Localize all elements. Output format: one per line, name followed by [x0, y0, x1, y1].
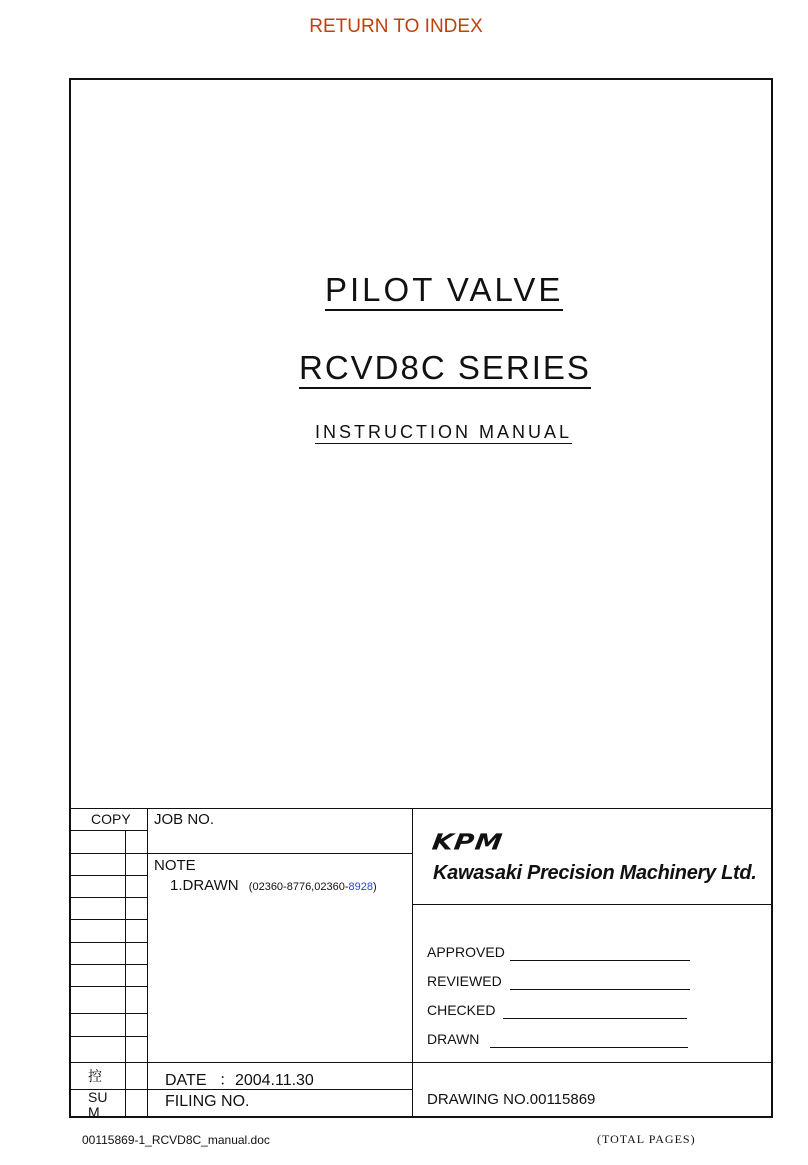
sum-label [88, 1090, 107, 1120]
note-refs-prefix: (02360-8776,02360- [248, 881, 349, 893]
document-type-title: INSTRUCTION MANUAL [315, 422, 573, 442]
note-refs [249, 881, 377, 893]
copy-column-divider [147, 808, 148, 1118]
footer-file-name: 00115869-1_RCVD8C_manual.doc [82, 1133, 270, 1147]
copy-row-line [70, 986, 148, 987]
note-item-label: 1.DRAWN [170, 877, 239, 894]
return-to-index-link[interactable]: RETURN TO INDEX [309, 16, 483, 37]
copy-row-line [70, 1036, 148, 1037]
date-label: DATE [165, 1072, 207, 1089]
note-item [170, 877, 377, 894]
document-frame [69, 78, 773, 1118]
copy-row-line [70, 1089, 148, 1090]
copy-row-line [70, 897, 148, 898]
kpm-logo: KPM [430, 830, 505, 856]
note-refs-highlight: 8928 [348, 881, 373, 893]
copy-label: COPY [91, 811, 131, 827]
checked-label: CHECKED [427, 1002, 496, 1018]
date-value: ：2004.11.30 [218, 1072, 314, 1089]
copy-row-line [70, 1013, 148, 1014]
copy-kanji-label: 控 [88, 1068, 102, 1084]
date-field [165, 1067, 314, 1090]
copy-row-line [70, 942, 148, 943]
sum-label-line1: SU [88, 1089, 108, 1105]
series-title: RCVD8C SERIES [299, 350, 591, 389]
drawing-no-bottom-line [412, 1117, 773, 1118]
footer-total-pages: (TOTAL PAGES) [597, 1132, 696, 1146]
copy-row-line [70, 875, 148, 876]
product-title: PILOT VALVE [325, 272, 563, 311]
sum-label-line2: M [88, 1104, 100, 1120]
job-no-row-line [147, 853, 413, 854]
date-row-line [147, 1062, 773, 1063]
company-name: Kawasaki Precision Machinery Ltd. [433, 862, 757, 884]
copy-row-line [70, 853, 148, 854]
checked-signature-line [503, 1018, 687, 1019]
copy-row-line [70, 919, 148, 920]
drawn-signature-line [490, 1047, 688, 1048]
drawn-label: DRAWN [427, 1031, 480, 1047]
copy-row-line [70, 964, 148, 965]
title-block-top-border [70, 808, 773, 809]
copy-row-line [70, 1062, 148, 1063]
note-label: NOTE [154, 857, 196, 874]
reviewed-label: REVIEWED [427, 973, 502, 989]
copy-row-line [70, 830, 148, 831]
job-no-label: JOB NO. [154, 811, 215, 828]
approved-signature-line [510, 960, 690, 961]
filing-no-label: FILING NO. [165, 1093, 250, 1110]
approved-label: APPROVED [427, 944, 505, 960]
logo-column-divider [412, 808, 413, 1118]
logo-row-line [412, 904, 773, 905]
drawing-no: DRAWING NO.00115869 [427, 1091, 596, 1108]
note-refs-suffix: ) [372, 881, 377, 893]
copy-inner-divider [125, 830, 126, 1118]
reviewed-signature-line [510, 989, 690, 990]
